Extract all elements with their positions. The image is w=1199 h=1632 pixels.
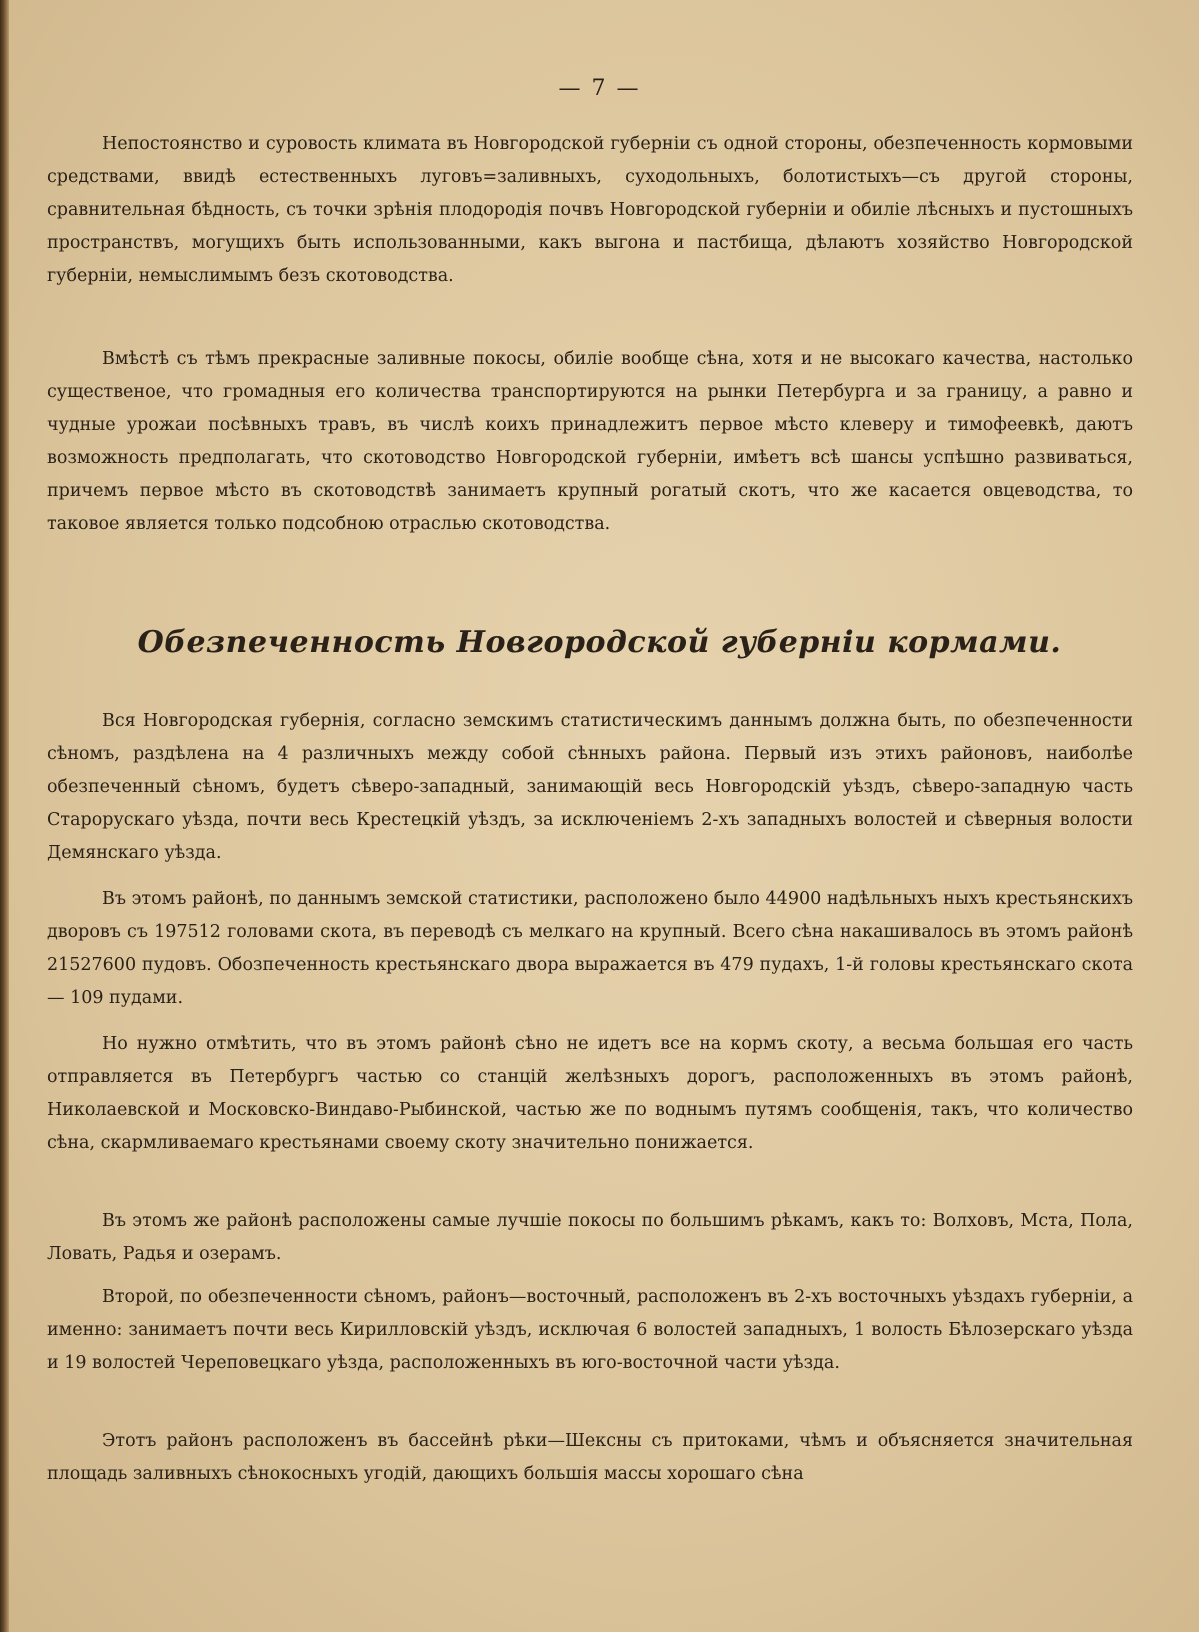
section-heading: Обезпеченность Новгородской губерніи кормами. xyxy=(137,625,1062,660)
paragraph: Второй, по обезпеченности сѣномъ, районъ—восточный, расположенъ въ 2-хъ восточныхъ уѣздахъ губерніи, а именно: занимаетъ почти весь Кирилловскій уѣздъ, исключая 6 волостей западныхъ, 1 волость Бѣлозерскаго уѣзда и 19 волостей Череповецкаго уѣзда, расположенныхъ въ юго-восточной части уѣзда. xyxy=(47,1287,1133,1373)
paragraph: Этотъ районъ расположенъ въ бассейнѣ рѣки—Шексны съ притоками, чѣмъ и объясняется значительная площадь заливныхъ сѣнокосныхъ угодій, дающихъ большія массы хорошаго сѣна xyxy=(47,1431,1133,1484)
paragraph: Вся Новгородская губернія, согласно земскимъ статистическимъ даннымъ должна быть, по обезпеченности сѣномъ, раздѣлена на 4 различныхъ между собой сѣнныхъ района. Первый изъ этихъ районовъ, наиболѣе обезпеченный сѣномъ, будетъ сѣверо-западный, занимающій весь Новгородскій уѣздъ, сѣверо-западную часть Старорускаго уѣзда, почти весь Крестецкій уѣздъ, за исключеніемъ 2-хъ западныхъ волостей и сѣверныя волости Демянскаго уѣзда. xyxy=(47,711,1133,863)
binding-edge xyxy=(0,0,9,1632)
paragraph: Но нужно отмѣтить, что въ этомъ районѣ сѣно не идетъ все на кормъ скоту, а весьма большая его часть отправляется въ Петербургъ частью со станцій желѣзныхъ дорогъ, расположенныхъ въ этомъ районѣ, Николаевской и Московско-Виндаво-Рыбинской, частью же по воднымъ путямъ сообщенія, такъ, что количество сѣна, скармливаемаго крестьянами своему скоту значительно понижается. xyxy=(47,1034,1133,1153)
paragraph: Вмѣстѣ съ тѣмъ прекрасные заливные покосы, обиліе вообще сѣна, хотя и не высокаго качества, настолько существеное, что громадныя его количества транспортируются на рынки Петербурга и за границу, а равно и чудные урожаи посѣвныхъ травъ, въ числѣ коихъ принадлежитъ первое мѣсто клеверу и тимофеевкѣ, даютъ возможность предполагать, что скотоводство Новгородской губерніи, имѣетъ всѣ шансы успѣшно развиваться, причемъ первое мѣсто въ скотоводствѣ занимаетъ крупный рогатый скотъ, что же касается овцеводства, то таковое является только подсобною отраслью скотоводства. xyxy=(47,349,1133,534)
paragraph: Непостоянство и суровость климата въ Новгородской губерніи съ одной стороны, обезпеченность кормовыми средствами, ввидѣ естественныхъ луговъ=заливныхъ, суходольныхъ, болотистыхъ—съ другой стороны, сравнительная бѣдность, съ точки зрѣнія плодородія почвъ Новгородской губерніи и обиліе лѣсныхъ и пустошныхъ пространствъ, могущихъ быть использованными, какъ выгона и пастбища, дѣлаютъ хозяйство Новгородской губерніи, немыслимымъ безъ скотоводства. xyxy=(47,134,1133,286)
paragraph: Въ этомъ же районѣ расположены самые лучшіе покосы по большимъ рѣкамъ, какъ то: Волховъ, Мста, Пола, Ловать, Радья и озерамъ. xyxy=(47,1211,1133,1264)
page-number: — 7 — xyxy=(558,76,641,101)
paragraph: Въ этомъ районѣ, по даннымъ земской статистики, расположено было 44900 надѣльныхъ ныхъ крестьянскихъ дворовъ съ 197512 головами скота, въ переводѣ съ мелкаго на крупный. Всего сѣна накашивалось въ этомъ районѣ 21527600 пудовъ. Обозпеченность крестьянскаго двора выражается въ 479 пудахъ, 1-й головы крестьянскаго скота— 109 пудами. xyxy=(47,889,1133,1008)
